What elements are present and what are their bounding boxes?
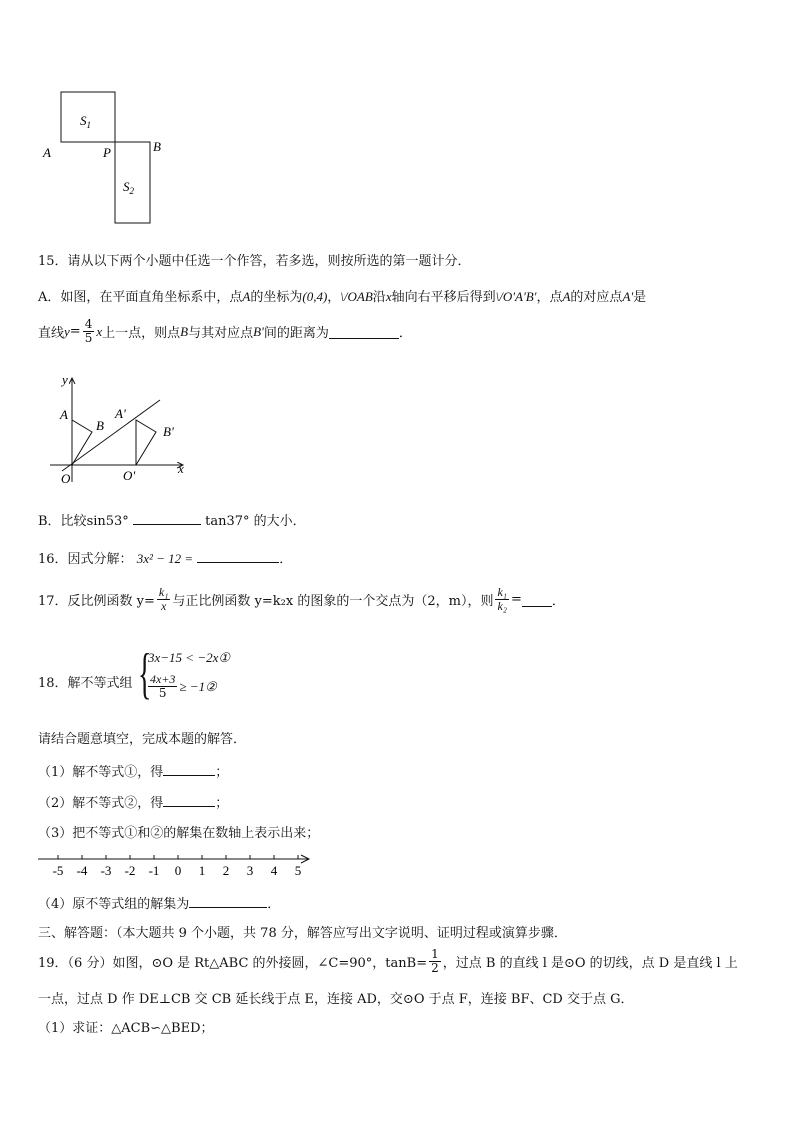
fraction-k1-k2: $\frac{\text{k₁}}{\text{k₂}}$ bbox=[497, 585, 507, 614]
q15-a-line2: 直线 y = $\frac{4}{5}$ x 上一点，则点 B 与其对应点 B' 间的距离为 ． bbox=[38, 317, 412, 346]
line-y-4-5x bbox=[62, 400, 160, 471]
point-label-a: A bbox=[60, 407, 68, 422]
answer-blank-15a[interactable] bbox=[329, 324, 399, 339]
fraction-1-2: $\frac{1}{2}$ bbox=[431, 947, 439, 976]
q16: 16．因式分解： 3x² − 12 = ． bbox=[38, 548, 292, 567]
q19-line1: 19．（6 分）如图，⊙O 是 Rt△ABC 的外接圆，∠C=90°，tanB= $\frac{1}{2}$ ，过点 B 的直线 l 是⊙O 的切线，点 D 是直线 l 上 bbox=[38, 947, 738, 976]
inequality-2: $\frac{4x+3}{5}$ ≥ −1② bbox=[150, 672, 217, 701]
point-label-b: B bbox=[96, 418, 104, 433]
label-b: B bbox=[153, 139, 161, 154]
q19-line2: 一点，过点 D 作 DE⊥CB 交 CB 延长线于点 E，连接 AD，交⊙O 于点 F，连接 BF、CD 交于点 G． bbox=[38, 992, 634, 1007]
squares-figure bbox=[35, 85, 175, 230]
tick-label: -4 bbox=[76, 863, 88, 878]
answer-blank-18-2[interactable] bbox=[163, 792, 215, 807]
q19-part1: （1）求证：△ACB∽△BED； bbox=[38, 1021, 214, 1036]
fraction-4x3-5: $\frac{4x+3}{5}$ bbox=[150, 672, 176, 701]
square-s1 bbox=[61, 92, 115, 142]
tick-label: -5 bbox=[52, 863, 64, 878]
axis-label-y: y bbox=[62, 372, 68, 387]
tick-label: 2 bbox=[222, 863, 230, 878]
tick-label: 3 bbox=[246, 863, 254, 878]
tick-label: -2 bbox=[124, 863, 136, 878]
triangle-o2a2b2 bbox=[136, 420, 156, 465]
answer-blank-16[interactable] bbox=[197, 548, 279, 563]
q18-step3: （3）把不等式①和②的解集在数轴上表示出来； bbox=[38, 826, 320, 841]
label-a: A bbox=[43, 145, 51, 160]
answer-blank-18-1[interactable] bbox=[163, 761, 215, 776]
triangle-oab bbox=[72, 420, 92, 465]
q17: 17．反比例函数 y= $\frac{\text{k₁}}{x}$ 与正比例函数 y=k₂x 的图象的一个交点为（2，m），则 $\frac{\text{k₁}}{\text{k₂}}$ = ． bbox=[38, 585, 565, 614]
tick-label: 1 bbox=[198, 863, 206, 878]
label-s1: $S_1$ bbox=[80, 113, 91, 130]
q18-step2: （2）解不等式②，得 ； bbox=[38, 792, 228, 811]
number-line bbox=[36, 850, 316, 880]
answer-blank-15b[interactable] bbox=[133, 510, 201, 525]
answer-blank-18-4[interactable] bbox=[189, 893, 267, 908]
axis-label-x: x bbox=[178, 461, 184, 476]
inequality-1: 3x−15 < −2x① bbox=[148, 650, 231, 665]
tick-label: -1 bbox=[148, 863, 160, 878]
coordinate-graph bbox=[45, 370, 195, 490]
point-label-o2: O' bbox=[123, 468, 136, 483]
section-3-header: 三、解答题：（本大题共 9 个小题，共 78 分，解答应写出文字说明、证明过程或演算步骤． bbox=[38, 926, 567, 941]
system-brace: { bbox=[138, 643, 152, 705]
point-label-o: O bbox=[61, 471, 71, 486]
label-p: P bbox=[103, 145, 111, 160]
answer-blank-17[interactable] bbox=[522, 592, 552, 607]
point-label-a2: A' bbox=[115, 406, 126, 421]
tick-label: 4 bbox=[270, 863, 278, 878]
fraction-k1-x: $\frac{\text{k₁}}{x}$ bbox=[158, 585, 169, 614]
q18-label: 18．解不等式组 bbox=[38, 676, 133, 691]
label-s2: $S_2$ bbox=[123, 179, 134, 196]
q15-intro: 15．请从以下两个小题中任选一个作答，若多选，则按所选的第一题计分． bbox=[38, 254, 471, 269]
point-label-b2: B' bbox=[163, 424, 174, 439]
q15-b: B．比较sin53° tan37° 的大小． bbox=[38, 510, 306, 529]
square-s2 bbox=[115, 142, 150, 223]
tick-label: 0 bbox=[174, 863, 182, 878]
q18-step1: （1）解不等式①，得 ； bbox=[38, 761, 228, 780]
q18-instruction: 请结合题意填空，完成本题的解答． bbox=[38, 732, 247, 747]
tick-label: 5 bbox=[294, 863, 302, 878]
q15-a-line1: A．如图，在平面直角坐标系中，点A的坐标为(0,4)，\/OAB沿x轴向右平移后得到\/O'A'B'，点A的对应点A'是 bbox=[38, 289, 647, 305]
q18-step4: （4）原不等式组的解集为 ． bbox=[38, 893, 280, 912]
fraction-4-5: $\frac{4}{5}$ bbox=[84, 317, 93, 346]
tick-label: -3 bbox=[100, 863, 112, 878]
